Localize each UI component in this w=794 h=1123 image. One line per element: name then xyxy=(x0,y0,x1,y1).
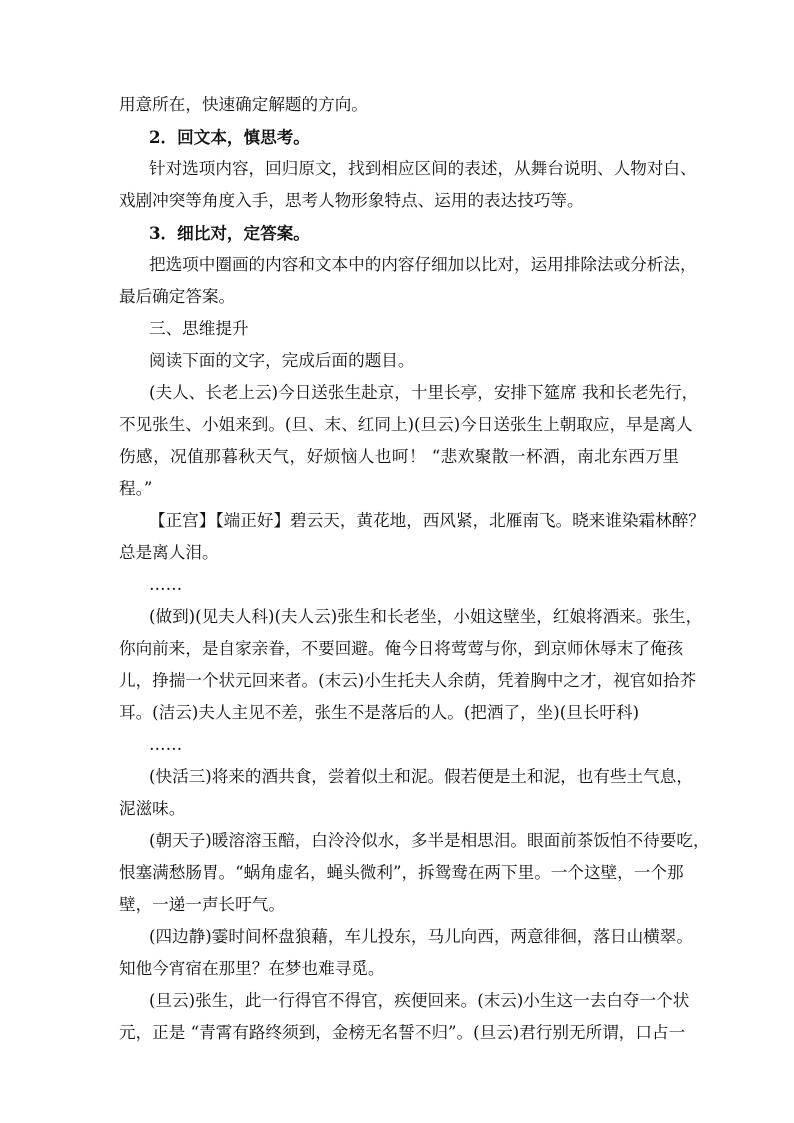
step-heading: 3．细比对，定答案。 xyxy=(149,223,310,243)
section-heading: 三、思维提升 xyxy=(149,319,249,338)
instruction-line: 阅读下面的文字，完成后面的题目。 xyxy=(149,351,415,370)
passage-line: 泥滋味。 xyxy=(119,799,186,818)
passage-line: (四边静)霎时间杯盘狼藉，车儿投东，马儿向西，两意徘徊，落日山横翠。 xyxy=(149,927,693,946)
step-heading: 2．回文本，慎思考。 xyxy=(149,127,310,147)
text-line: 把选项中圈画的内容和文本中的内容仔细加以比对，运用排除法或分析法， xyxy=(149,255,697,274)
passage-line: 儿，挣揣一个状元回来者。(末云)小生托夫人余荫，凭着胸中之才，视官如拾芥 xyxy=(119,671,697,690)
passage-line: 恨塞满愁肠胃。“蜗角虚名，蝇头微利”，拆鸳鸯在两下里。一个这壁，一个那 xyxy=(119,863,684,882)
text-line: 最后确定答案。 xyxy=(119,287,236,306)
passage-line: (夫人、长老上云)今日送张生赴京，十里长亭，安排下筵席 我和长老先行， xyxy=(149,383,699,402)
passage-line: 不见张生、小姐来到。(旦、末、红同上)(旦云)今日送张生上朝取应，早是离人 xyxy=(119,415,693,434)
passage-line: 元，正是 “青霄有路终须到，金榜无名誓不归”。(旦云)君行别无所谓，口占一 xyxy=(119,1023,686,1042)
passage-line: 耳。(洁云)夫人主见不差，张生不是落后的人。(把酒了，坐)(旦长吁科) xyxy=(119,703,640,722)
passage-line: 壁，一递一声长吁气。 xyxy=(119,895,285,914)
passage-line: (旦云)张生，此一行得官不得官，疾便回来。(末云)小生这一去白夺一个状 xyxy=(149,991,690,1010)
passage-line: 伤感，况值那暮秋天气，好烦恼人也呵！ “悲欢聚散一杯酒，南北东西万里 xyxy=(119,447,679,466)
passage-line: (快活三)将来的酒共食，尝着似土和泥。假若便是土和泥，也有些土气息， xyxy=(149,767,693,786)
text-line: 用意所在，快速确定解题的方向。 xyxy=(119,95,368,114)
passage-line: (朝天子)暖溶溶玉醅，白泠泠似水，多半是相思泪。眼面前茶饭怕不待要吃， xyxy=(149,831,710,850)
passage-line: 程。” xyxy=(119,479,153,498)
passage-line: 知他今宵宿在那里？在梦也难寻觅。 xyxy=(119,959,385,978)
passage-line: 你向前来，是自家亲眷，不要回避。俺今日将莺莺与你，到京师休辱末了俺孩 xyxy=(119,639,684,658)
passage-line: 【正宫】【端正好】碧云天，黄花地，西风紧，北雁南飞。晓来谁染霜林醉？ xyxy=(149,511,705,530)
ellipsis-line: …… xyxy=(149,735,183,754)
passage-line: 总是离人泪。 xyxy=(119,543,219,562)
passage-line: (做到)(见夫人科)(夫人云)张生和长老坐，小姐这壁坐，红娘将酒来。张生， xyxy=(149,607,703,626)
text-line: 戏剧冲突等角度入手，思考人物形象特点、运用的表达技巧等。 xyxy=(119,191,584,210)
text-line: 针对选项内容，回归原文，找到相应区间的表述，从舞台说明、人物对白、 xyxy=(149,159,697,178)
ellipsis-line: …… xyxy=(149,575,183,594)
